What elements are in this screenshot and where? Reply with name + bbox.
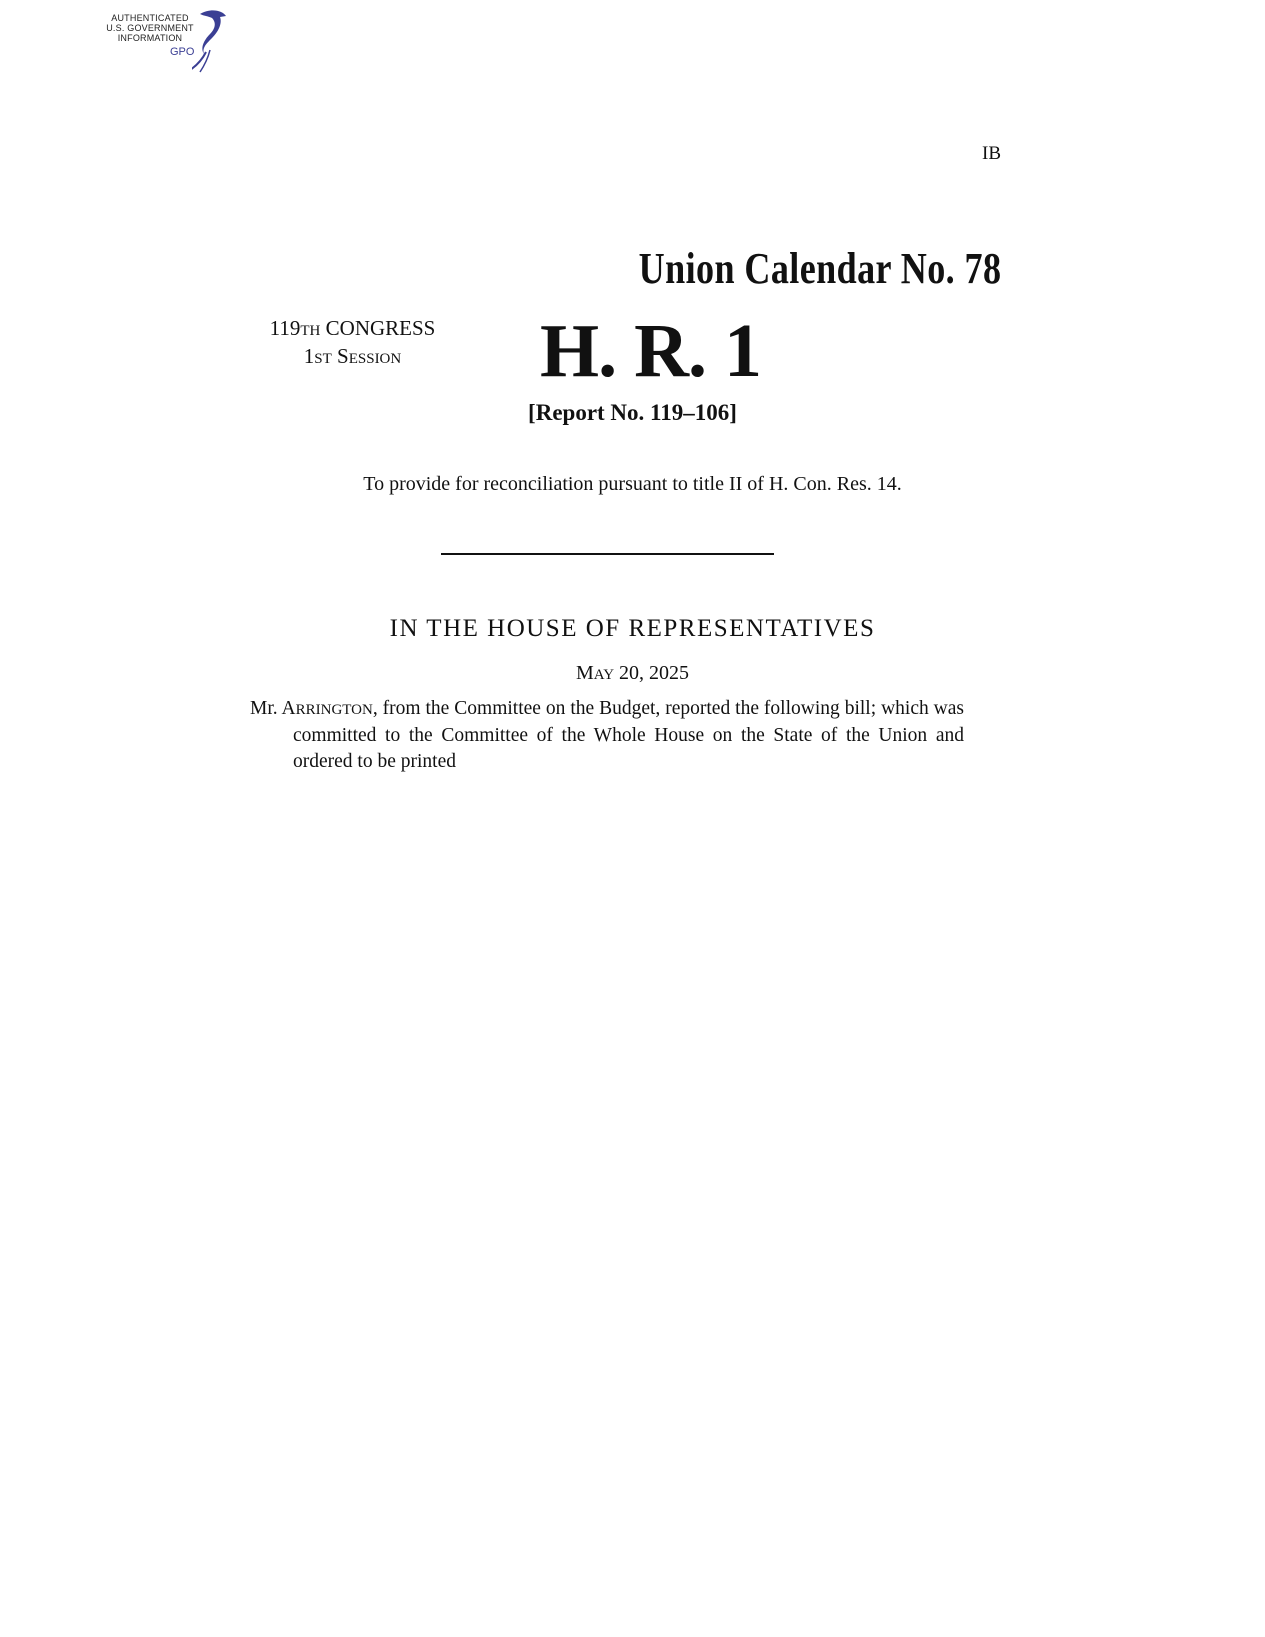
logo-line-3: INFORMATION bbox=[117, 33, 183, 43]
congress-number: 119 bbox=[269, 316, 301, 340]
session-line bbox=[250, 344, 455, 372]
corner-code: IB bbox=[982, 143, 1001, 164]
logo-line-1: AUTHENTICATED bbox=[111, 13, 189, 23]
action-text bbox=[250, 696, 964, 775]
congress-word: CONGRESS bbox=[320, 316, 436, 340]
report-number: [Report No. 119–106] bbox=[528, 400, 737, 425]
date-cap: M bbox=[575, 662, 594, 684]
sponsor-cap: A bbox=[281, 698, 296, 719]
session-number: 1 bbox=[303, 344, 315, 368]
logo-gpo: GPO bbox=[170, 46, 195, 58]
congress-suffix: TH bbox=[300, 323, 321, 339]
gpo-authenticated-logo bbox=[100, 8, 240, 74]
action-title: Mr. bbox=[250, 698, 282, 719]
action-date bbox=[0, 662, 1265, 685]
logo-line-2: U.S. GOVERNMENT bbox=[106, 23, 194, 33]
session-cap: S bbox=[331, 344, 349, 368]
session-suffix: ST bbox=[314, 351, 332, 367]
bill-purpose: To provide for reconciliation pursuant to title II of H. Con. Res. 14. bbox=[363, 473, 902, 495]
union-calendar-number: Union Calendar No. 78 bbox=[638, 244, 1001, 293]
date-rest: AY bbox=[593, 667, 615, 683]
eagle-icon bbox=[192, 8, 232, 74]
congress-session bbox=[250, 316, 455, 372]
divider-rule bbox=[441, 553, 774, 555]
chamber-heading: IN THE HOUSE OF REPRESENTATIVES bbox=[389, 615, 876, 642]
session-rest: ESSION bbox=[348, 351, 402, 367]
sponsor-rest: RRINGTON bbox=[295, 702, 373, 718]
action-body: , from the Committee on the Budget, reported the following bill; which was committed to the Committee of the Whole House on the State of the Union and ordered to be printed bbox=[293, 698, 964, 772]
logo-text bbox=[100, 13, 200, 43]
bill-number: H. R. 1 bbox=[540, 309, 761, 393]
congress-line bbox=[250, 316, 455, 344]
date-tail: 20, 2025 bbox=[614, 662, 690, 684]
